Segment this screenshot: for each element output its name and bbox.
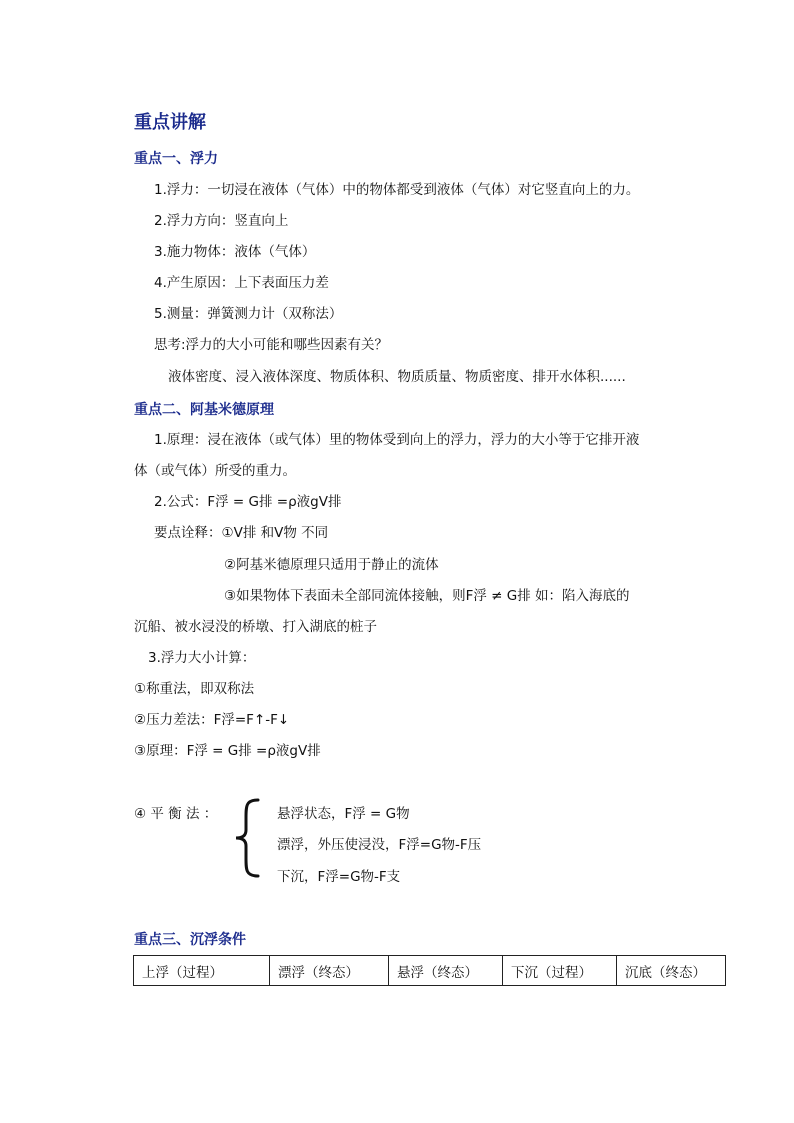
calc-heading: 3.浮力大小计算： xyxy=(148,650,256,666)
table-cell-sinking: 下沉（过程） xyxy=(503,956,617,986)
section-heading-float-sink: 重点三、沉浮条件 xyxy=(134,932,246,948)
buoyancy-definition: 1.浮力：一切浸在液体（气体）中的物体都受到液体（气体）对它竖直向上的力。 xyxy=(154,182,640,198)
buoyancy-direction: 2.浮力方向：竖直向上 xyxy=(154,213,289,229)
table-cell-rising: 上浮（过程） xyxy=(134,956,270,986)
table-cell-sunk: 沉底（终态） xyxy=(617,956,726,986)
key-note-3-line-2: 沉船、被水浸没的桥墩、打入湖底的桩子 xyxy=(134,619,377,635)
think-question: 思考:浮力的大小可能和哪些因素有关？ xyxy=(154,337,389,353)
table-cell-suspended: 悬浮（终态） xyxy=(389,956,503,986)
table-cell-floating: 漂浮（终态） xyxy=(270,956,389,986)
formula-line: 2.公式：F浮 = G排 =ρ液gV排 xyxy=(154,494,342,510)
principle-line-1: 1.原理：浸在液体（或气体）里的物体受到向上的浮力，浮力的大小等于它排开液 xyxy=(154,432,640,448)
key-notes-label: 要点诠释：①V排 和V物 不同 xyxy=(154,525,329,541)
section-heading-archimedes: 重点二、阿基米德原理 xyxy=(134,402,274,418)
balance-case-floating-pressed: 漂浮，外压使浸没，F浮=G物-F压 xyxy=(277,837,482,853)
method-principle: ③原理：F浮 = G排 =ρ液gV排 xyxy=(134,743,321,759)
principle-line-2: 体（或气体）所受的重力。 xyxy=(134,463,296,479)
buoyancy-measurement: 5.测量：弹簧测力计（双称法） xyxy=(154,306,343,322)
buoyancy-source: 3.施力物体：液体（气体） xyxy=(154,244,316,260)
table-row xyxy=(134,956,726,986)
section-heading-buoyancy: 重点一、浮力 xyxy=(134,151,218,167)
balance-case-sinking: 下沉，F浮=G物-F支 xyxy=(277,869,401,885)
float-sink-table xyxy=(133,955,726,986)
think-answer: 液体密度、浸入液体深度、物质体积、物质质量、物质密度、排开水体积...... xyxy=(168,369,626,385)
method-pressure-diff: ②压力差法：F浮=F↑-F↓ xyxy=(134,712,290,728)
buoyancy-cause: 4.产生原因：上下表面压力差 xyxy=(154,275,329,291)
method-weighing: ①称重法，即双称法 xyxy=(134,681,255,697)
key-note-2: ②阿基米德原理只适用于静止的流体 xyxy=(224,557,439,573)
page-title: 重点讲解 xyxy=(134,112,206,133)
key-note-3-line-1: ③如果物体下表面未全部同流体接触，则F浮 ≠ G排 如：陷入海底的 xyxy=(224,588,630,604)
balance-method-label: ④ 平 衡 法 ： xyxy=(134,806,218,822)
curly-brace-icon xyxy=(232,798,262,878)
balance-case-suspended: 悬浮状态，F浮 = G物 xyxy=(277,806,410,822)
